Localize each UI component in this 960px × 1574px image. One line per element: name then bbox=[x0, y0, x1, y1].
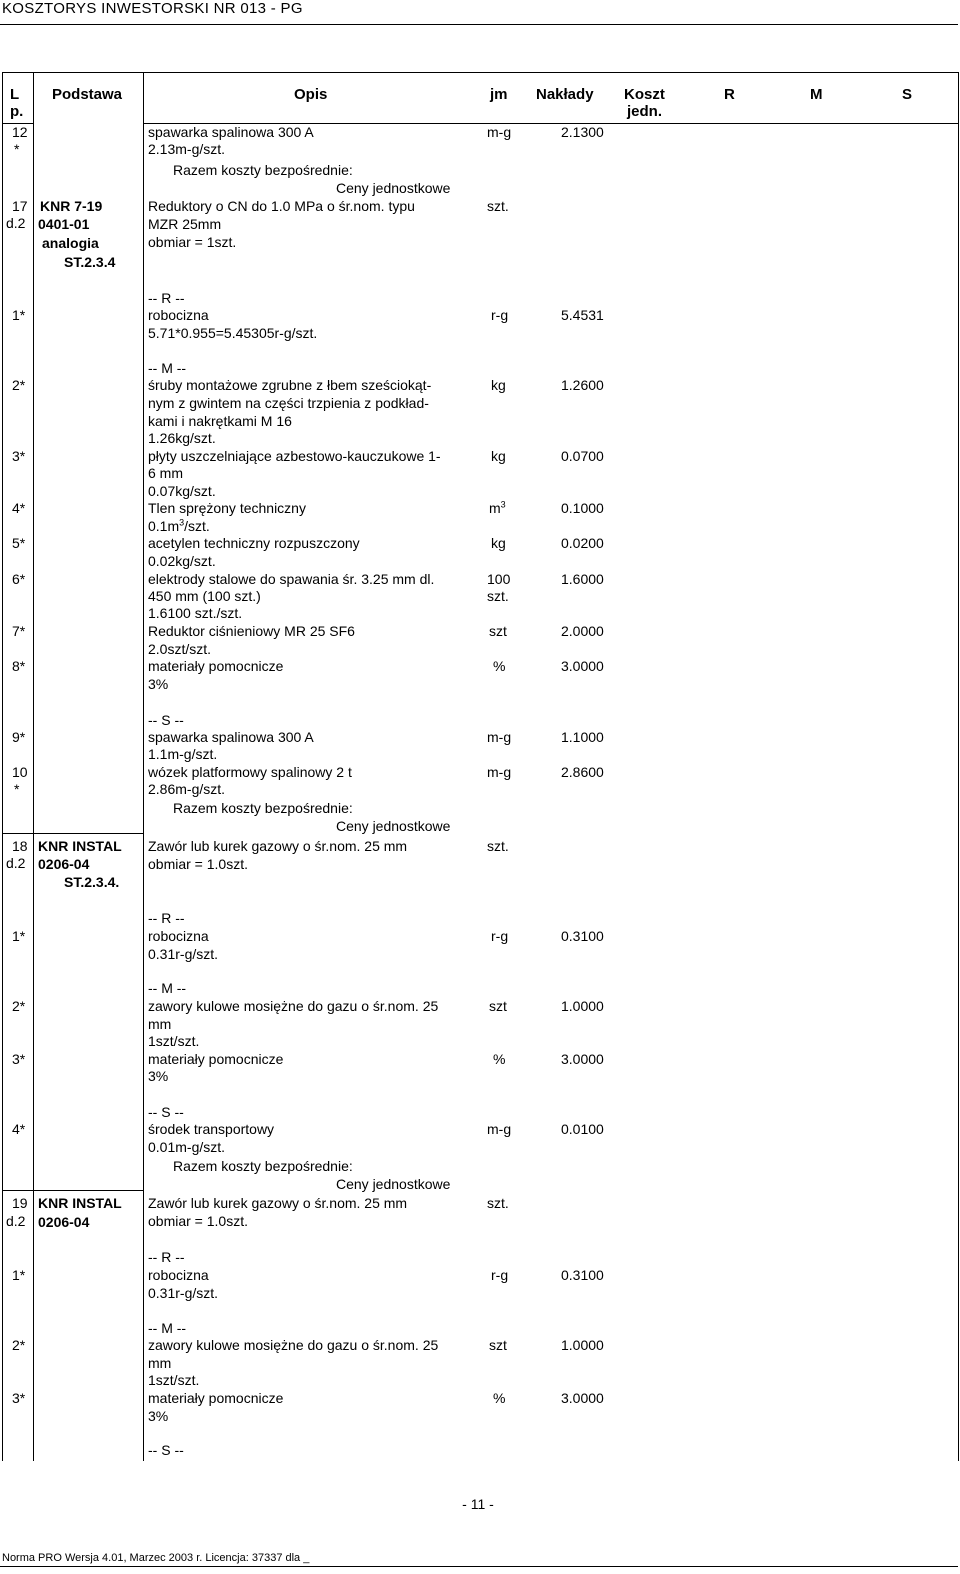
row-jm-part: m bbox=[489, 500, 501, 516]
row-opis: spawarka spalinowa 300 A bbox=[148, 729, 314, 745]
row-opis: robocizna bbox=[148, 928, 209, 944]
row-jm: m-g bbox=[487, 729, 512, 745]
software-license-note: Norma PRO Wersja 4.01, Marzec 2003 r. Licencja: 37337 dla _ bbox=[2, 1552, 310, 1564]
row-jm: kg bbox=[491, 377, 506, 393]
row-naklady: 3.0000 bbox=[561, 1390, 604, 1406]
row-opis: 1.1m-g/szt. bbox=[148, 746, 218, 762]
item-rule bbox=[3, 1190, 143, 1191]
row-opis: robocizna bbox=[148, 1267, 209, 1283]
col-m: M bbox=[810, 86, 823, 103]
row-naklady: 0.1000 bbox=[561, 500, 604, 516]
section-r-label: -- R -- bbox=[148, 290, 185, 306]
row-jm: % bbox=[493, 1390, 506, 1406]
row-opis: 1.26kg/szt. bbox=[148, 430, 216, 446]
position-basis: KNR INSTAL bbox=[38, 838, 122, 854]
section-m-label: -- M -- bbox=[148, 360, 187, 376]
row-opis: elektrody stalowe do spawania śr. 3.25 mm dl. bbox=[148, 571, 435, 587]
row-lp: 1* bbox=[12, 307, 26, 323]
row-naklady: 5.4531 bbox=[561, 307, 604, 323]
row-jm: kg bbox=[491, 448, 506, 464]
row-opis: 1szt/szt. bbox=[148, 1033, 200, 1049]
row-opis: 0.02kg/szt. bbox=[148, 553, 216, 569]
item-rule bbox=[3, 833, 143, 834]
section-m-label: -- M -- bbox=[148, 980, 187, 996]
row-jm-sup: 3 bbox=[500, 499, 506, 510]
position-lp: d.2 bbox=[6, 215, 26, 231]
position-description: obmiar = 1.0szt. bbox=[148, 856, 248, 872]
row-lp: 10 bbox=[12, 764, 28, 780]
position-description: Zawór lub kurek gazowy o śr.nom. 25 mm bbox=[148, 838, 408, 854]
row-opis: acetylen techniczny rozpuszczony bbox=[148, 535, 360, 551]
cost-table bbox=[2, 72, 959, 1461]
position-basis: KNR INSTAL bbox=[38, 1195, 122, 1211]
row-opis: materiały pomocnicze bbox=[148, 1051, 284, 1067]
row-jm: % bbox=[493, 1051, 506, 1067]
row-jm: r-g bbox=[491, 307, 509, 323]
row-naklady: 2.0000 bbox=[561, 623, 604, 639]
column-divider bbox=[33, 73, 34, 1461]
row-opis: płyty uszczelniające azbestowo-kauczukowe 1- bbox=[148, 448, 441, 464]
col-r: R bbox=[724, 86, 735, 103]
row-opis: śruby montażowe zgrubne z łbem sześciokąt- bbox=[148, 377, 432, 393]
row-lp: 4* bbox=[12, 1121, 26, 1137]
row-opis: 2.86m-g/szt. bbox=[148, 781, 226, 797]
col-naklady: Nakłady bbox=[536, 86, 594, 103]
row-opis: 3% bbox=[148, 1408, 169, 1424]
row-opis: wózek platformowy spalinowy 2 t bbox=[148, 764, 352, 780]
row-opis: 1.6100 szt./szt. bbox=[148, 605, 243, 621]
row-opis: 6 mm bbox=[148, 465, 183, 481]
row-opis: 3% bbox=[148, 676, 169, 692]
row-jm: % bbox=[493, 658, 506, 674]
col-lp: L bbox=[10, 86, 20, 103]
row-opis: 450 mm (100 szt.) bbox=[148, 588, 261, 604]
summary-label: Ceny jednostkowe bbox=[336, 1176, 451, 1192]
section-s-label: -- S -- bbox=[148, 712, 184, 728]
position-lp: 19 bbox=[12, 1195, 28, 1211]
row-jm: m-g bbox=[487, 124, 512, 140]
row-jm: r-g bbox=[491, 1267, 509, 1283]
col-opis: Opis bbox=[294, 86, 328, 103]
section-m-label: -- M -- bbox=[148, 1320, 187, 1336]
row-naklady: 1.6000 bbox=[561, 571, 604, 587]
page-number: - 11 - bbox=[462, 1496, 494, 1512]
row-lp: 7* bbox=[12, 623, 26, 639]
position-basis: analogia bbox=[42, 235, 99, 251]
row-opis: materiały pomocnicze bbox=[148, 1390, 284, 1406]
summary-label: Razem koszty bezpośrednie: bbox=[173, 162, 353, 178]
row-naklady: 3.0000 bbox=[561, 658, 604, 674]
header-rule bbox=[0, 24, 958, 25]
row-jm: szt. bbox=[487, 588, 509, 604]
position-description: Zawór lub kurek gazowy o śr.nom. 25 mm bbox=[148, 1195, 408, 1211]
section-s-label: -- S -- bbox=[148, 1104, 184, 1120]
row-lp: 3* bbox=[12, 1390, 26, 1406]
row-opis: 0.07kg/szt. bbox=[148, 483, 216, 499]
row-opis: zawory kulowe mosiężne do gazu o śr.nom. 25 bbox=[148, 998, 439, 1014]
position-lp: 18 bbox=[12, 838, 28, 854]
row-lp: 4* bbox=[12, 500, 26, 516]
row-jm: szt bbox=[489, 623, 507, 639]
position-description: obmiar = 1.0szt. bbox=[148, 1213, 248, 1229]
position-basis: 0401-01 bbox=[38, 216, 90, 232]
section-r-label: -- R -- bbox=[148, 1249, 185, 1265]
row-opis: 1szt/szt. bbox=[148, 1372, 200, 1388]
row-lp: 3* bbox=[12, 1051, 26, 1067]
row-lp: 2* bbox=[12, 377, 26, 393]
row-naklady: 1.2600 bbox=[561, 377, 604, 393]
position-basis: 0206-04 bbox=[38, 856, 90, 872]
summary-label: Razem koszty bezpośrednie: bbox=[173, 800, 353, 816]
row-lp: 5* bbox=[12, 535, 26, 551]
row-opis-sup: 3 bbox=[179, 517, 185, 528]
row-lp: * bbox=[14, 781, 20, 797]
position-unit: szt. bbox=[487, 198, 509, 214]
row-naklady: 2.8600 bbox=[561, 764, 604, 780]
row-jm: r-g bbox=[491, 928, 509, 944]
row-opis: mm bbox=[148, 1016, 172, 1032]
row-jm: m-g bbox=[487, 1121, 512, 1137]
row-opis bbox=[148, 518, 210, 535]
row-naklady: 0.0200 bbox=[561, 535, 604, 551]
row-opis-part: 0.1m bbox=[148, 518, 180, 534]
row-jm: 100 bbox=[487, 571, 511, 587]
row-opis: 0.01m-g/szt. bbox=[148, 1139, 226, 1155]
row-jm bbox=[489, 500, 506, 517]
row-opis: nym z gwintem na części trzpienia z podkład- bbox=[148, 395, 429, 411]
row-lp: 12 bbox=[12, 124, 28, 140]
position-description: MZR 25mm bbox=[148, 216, 222, 232]
row-lp: 2* bbox=[12, 998, 26, 1014]
row-naklady: 3.0000 bbox=[561, 1051, 604, 1067]
position-lp: 17 bbox=[12, 198, 28, 214]
row-opis: 0.31r-g/szt. bbox=[148, 1285, 219, 1301]
row-opis: mm bbox=[148, 1355, 172, 1371]
row-jm: kg bbox=[491, 535, 506, 551]
col-jm: jm bbox=[490, 86, 508, 103]
col-podstawa: Podstawa bbox=[52, 86, 123, 103]
summary-label: Ceny jednostkowe bbox=[336, 818, 451, 834]
row-naklady: 0.3100 bbox=[561, 1267, 604, 1283]
row-lp: 9* bbox=[12, 729, 26, 745]
row-naklady: 0.0700 bbox=[561, 448, 604, 464]
footer-rule bbox=[0, 1566, 958, 1567]
row-opis: 0.31r-g/szt. bbox=[148, 946, 219, 962]
summary-label: Ceny jednostkowe bbox=[336, 180, 451, 196]
col-s: S bbox=[902, 86, 913, 103]
position-lp: d.2 bbox=[6, 1213, 26, 1229]
position-lp: d.2 bbox=[6, 855, 26, 871]
row-opis: środek transportowy bbox=[148, 1121, 275, 1137]
row-naklady: 1.1000 bbox=[561, 729, 604, 745]
position-basis: ST.2.3.4. bbox=[64, 874, 120, 890]
row-jm: szt bbox=[489, 998, 507, 1014]
row-opis: materiały pomocnicze bbox=[148, 658, 284, 674]
section-r-label: -- R -- bbox=[148, 910, 185, 926]
position-basis: KNR 7-19 bbox=[40, 198, 103, 214]
position-unit: szt. bbox=[487, 1195, 509, 1211]
row-opis: 3% bbox=[148, 1068, 169, 1084]
row-lp: 1* bbox=[12, 1267, 26, 1283]
row-naklady: 1.0000 bbox=[561, 998, 604, 1014]
row-opis: kami i nakrętkami M 16 bbox=[148, 413, 292, 429]
position-description: Reduktory o CN do 1.0 MPa o śr.nom. typu bbox=[148, 198, 415, 214]
position-basis: 0206-04 bbox=[38, 1214, 90, 1230]
row-naklady: 0.3100 bbox=[561, 928, 604, 944]
row-lp: 1* bbox=[12, 928, 26, 944]
section-s-label: -- S -- bbox=[148, 1442, 184, 1458]
row-naklady: 0.0100 bbox=[561, 1121, 604, 1137]
row-naklady: 1.0000 bbox=[561, 1337, 604, 1353]
page-header-title: KOSZTORYS INWESTORSKI NR 013 - PG bbox=[2, 0, 303, 17]
row-opis: 2.13m-g/szt. bbox=[148, 141, 226, 157]
col-koszt: jedn. bbox=[627, 103, 663, 120]
row-lp: 3* bbox=[12, 448, 26, 464]
row-lp: * bbox=[14, 141, 20, 157]
row-naklady: 2.1300 bbox=[561, 124, 604, 140]
position-basis: ST.2.3.4 bbox=[64, 254, 116, 270]
summary-label: Razem koszty bezpośrednie: bbox=[173, 1158, 353, 1174]
row-opis: spawarka spalinowa 300 A bbox=[148, 124, 314, 140]
row-lp: 6* bbox=[12, 571, 26, 587]
row-opis: Reduktor ciśnieniowy MR 25 SF6 bbox=[148, 623, 355, 639]
row-lp: 2* bbox=[12, 1337, 26, 1353]
row-lp: 8* bbox=[12, 658, 26, 674]
row-opis: 2.0szt/szt. bbox=[148, 641, 212, 657]
position-unit: szt. bbox=[487, 838, 509, 854]
row-opis: 5.71*0.955=5.45305r-g/szt. bbox=[148, 325, 318, 341]
position-description: obmiar = 1szt. bbox=[148, 234, 237, 250]
row-jm: m-g bbox=[487, 764, 512, 780]
col-koszt: Koszt bbox=[624, 86, 665, 103]
row-opis: zawory kulowe mosiężne do gazu o śr.nom. 25 bbox=[148, 1337, 439, 1353]
column-divider bbox=[143, 73, 144, 1461]
row-opis: Tlen sprężony techniczny bbox=[148, 500, 306, 516]
row-opis-part: /szt. bbox=[184, 518, 210, 534]
row-opis: robocizna bbox=[148, 307, 209, 323]
row-jm: szt bbox=[489, 1337, 507, 1353]
col-lp: p. bbox=[10, 103, 24, 120]
